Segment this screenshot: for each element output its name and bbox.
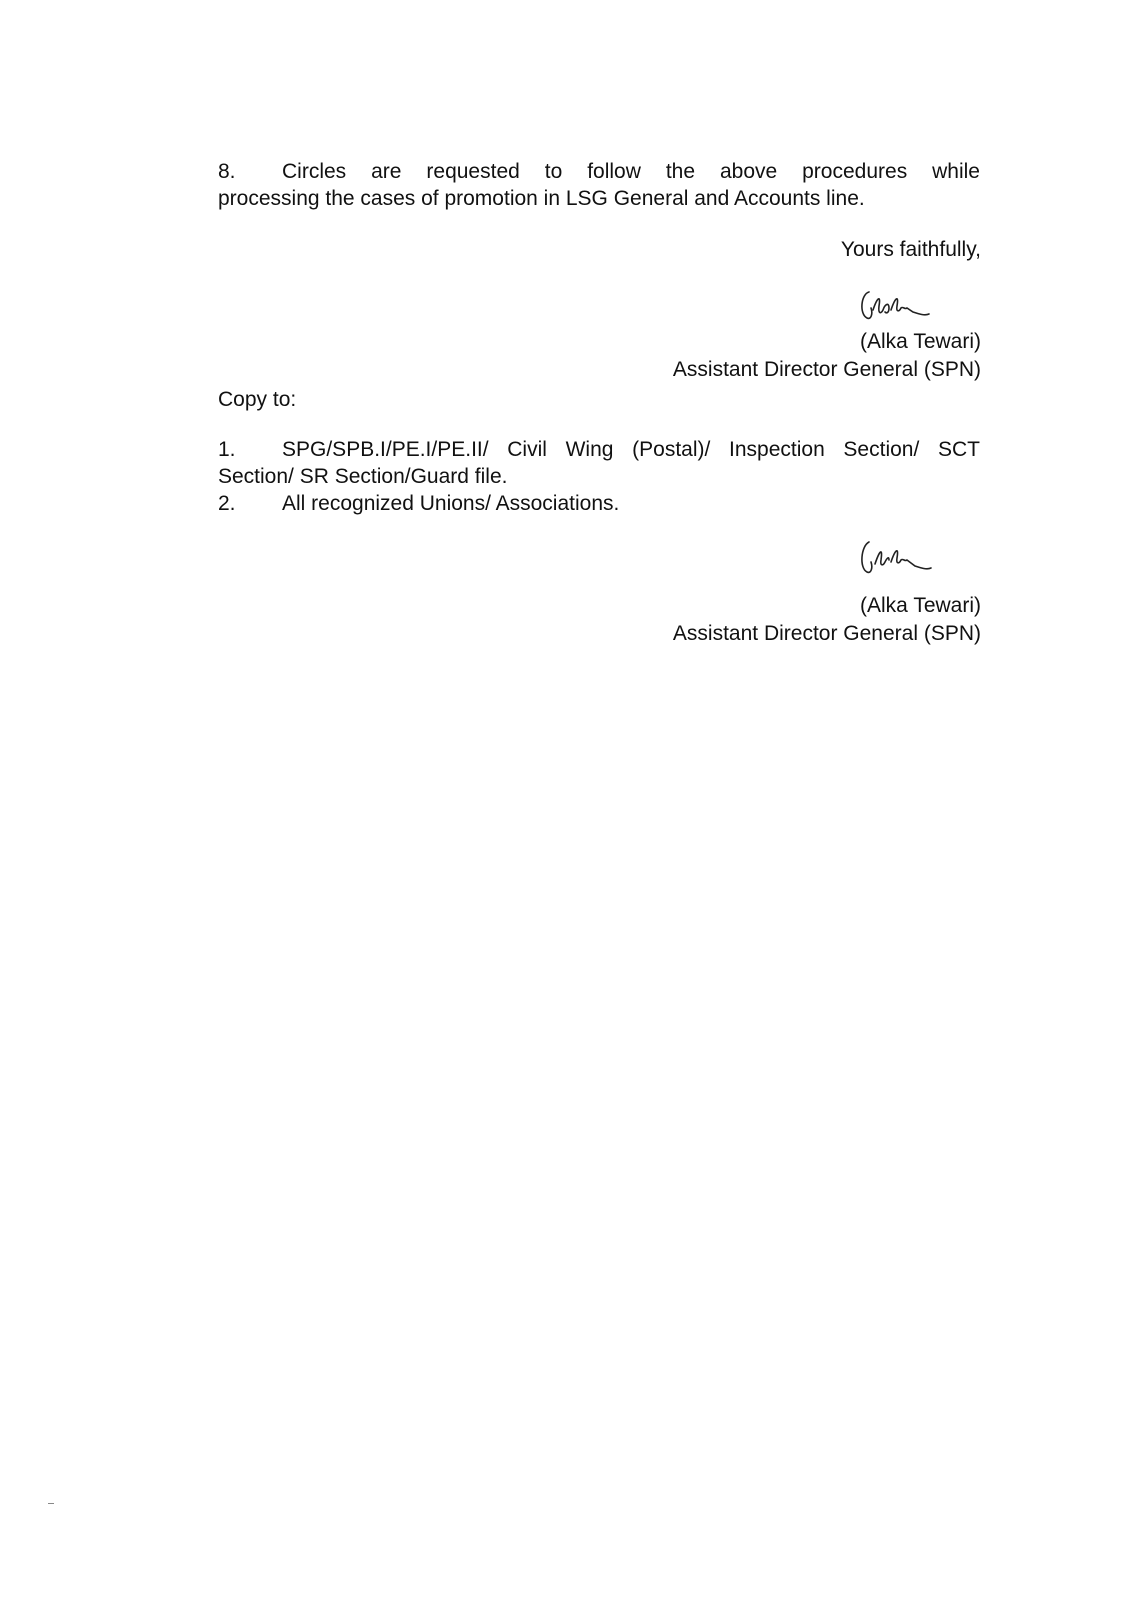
copy-to-item-1-text-1: SPG/SPB.I/PE.I/PE.II/ Civil Wing (Postal)/ Inspection Section/ SCT: [282, 438, 980, 461]
copy-to-item-2-text: All recognized Unions/ Associations.: [282, 492, 620, 515]
paragraph-8-number: 8.: [218, 160, 236, 183]
signature-2: [855, 534, 935, 580]
signatory-1-designation: Assistant Director General (SPN): [672, 358, 981, 381]
signature-1: [855, 284, 935, 326]
copy-to-item-1-line-1: [218, 436, 980, 463]
copy-to-item-1-number: 1.: [218, 438, 236, 461]
paragraph-8: [218, 158, 980, 212]
copy-to-item-1-line-2: Section/ SR Section/Guard file.: [218, 465, 508, 488]
signatory-2-name: (Alka Tewari): [860, 594, 981, 617]
paragraph-8-text-1: Circles are requested to follow the above procedures while: [282, 160, 980, 183]
paragraph-8-line-1: [218, 158, 980, 185]
copy-to-item-2: [218, 490, 980, 517]
copy-to-item-1: [218, 436, 980, 490]
signatory-1-name: (Alka Tewari): [860, 330, 981, 353]
scan-mark: [48, 1503, 54, 1504]
copy-to-item-2-number: 2.: [218, 492, 236, 515]
copy-to-label: Copy to:: [218, 388, 297, 411]
signatory-2-designation: Assistant Director General (SPN): [672, 622, 981, 645]
closing-salutation: Yours faithfully,: [840, 238, 981, 261]
paragraph-8-line-2: processing the cases of promotion in LSG General and Accounts line.: [218, 187, 865, 210]
